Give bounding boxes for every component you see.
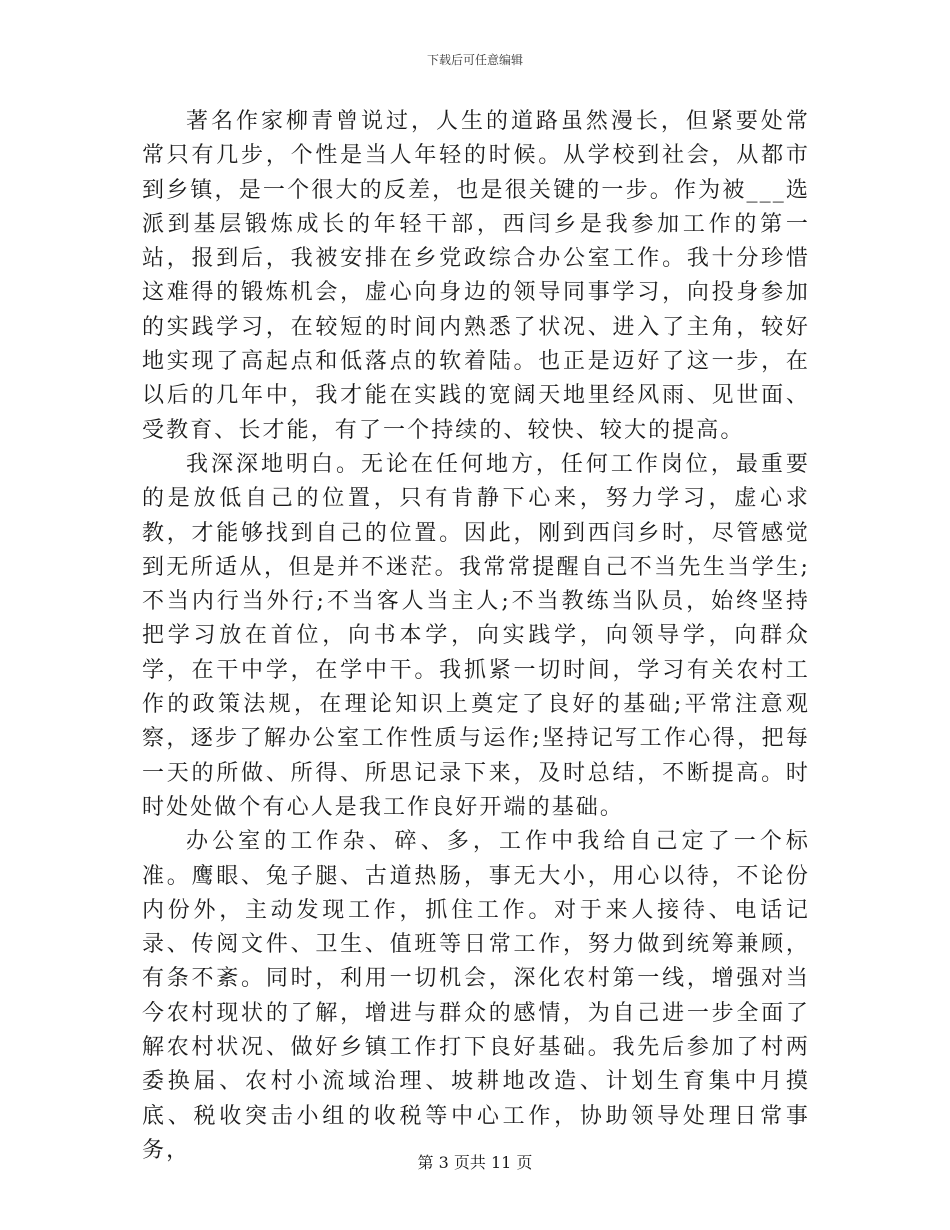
page-header: 下载后可任意编辑: [426, 53, 523, 67]
document-body: [142, 105, 810, 1168]
paragraph-3: 办公室的工作杂、碎、多，工作中我给自己定了一个标准。鹰眼、兔子腿、古道热肠，事无大小，用心以待，不论份内份外，主动发现工作，抓住工作。对于来人接待、电话记录、传阅文件、卫生、值班等日常工作，努力做到统筹兼顾，有条不紊。同时，利用一切机会，深化农村第一线，增强对当今农村现状的了解，增进与群众的感情，为自己进一步全面了解农村状况、做好乡镇工作打下良好基础。我先后参加了村两委换届、农村小流域治理、坡耕地改造、计划生育集中月摸底、税收突击小组的收税等中心工作，协助领导处理日常事务，: [142, 829, 810, 1163]
paragraph-2: 我深深地明白。无论在任何地方，任何工作岗位，最重要的是放低自己的位置，只有肯静下心来，努力学习，虚心求教，才能够找到自己的位置。因此，刚到西闫乡时，尽管感觉到无所适从，但是并不迷茫。我常常提醒自己不当先生当学生;不当内行当外行;不当客人当主人;不当教练当队员，始终坚持把学习放在首位，向书本学，向实践学，向领导学，向群众学，在干中学，在学中干。我抓紧一切时间，学习有关农村工作的政策法规，在理论知识上奠定了良好的基础;平常注意观察，逐步了解办公室工作性质与运作;坚持记写工作心得，把每一天的所做、所得、所思记录下来，及时总结，不断提高。时时处处做个有心人是我工作良好开端的基础。: [142, 451, 810, 820]
page-footer: 第 3 页共 11 页: [417, 1153, 533, 1172]
paragraph-1: 著名作家柳青曾说过，人生的道路虽然漫长，但紧要处常常只有几步，个性是当人年轻的时候。从学校到社会，从都市到乡镇，是一个很大的反差，也是很关键的一步。作为被___选派到基层锻炼成长的年轻干部，西闫乡是我参加工作的第一站，报到后，我被安排在乡党政综合办公室工作。我十分珍惜这难得的锻炼机会，虚心向身边的领导同事学习，向投身参加的实践学习，在较短的时间内熟悉了状况、进入了主角，较好地实现了高起点和低落点的软着陆。也正是迈好了这一步，在以后的几年中，我才能在实践的宽阔天地里经风雨、见世面、受教育、长才能，有了一个持续的、较快、较大的提高。: [142, 109, 810, 443]
